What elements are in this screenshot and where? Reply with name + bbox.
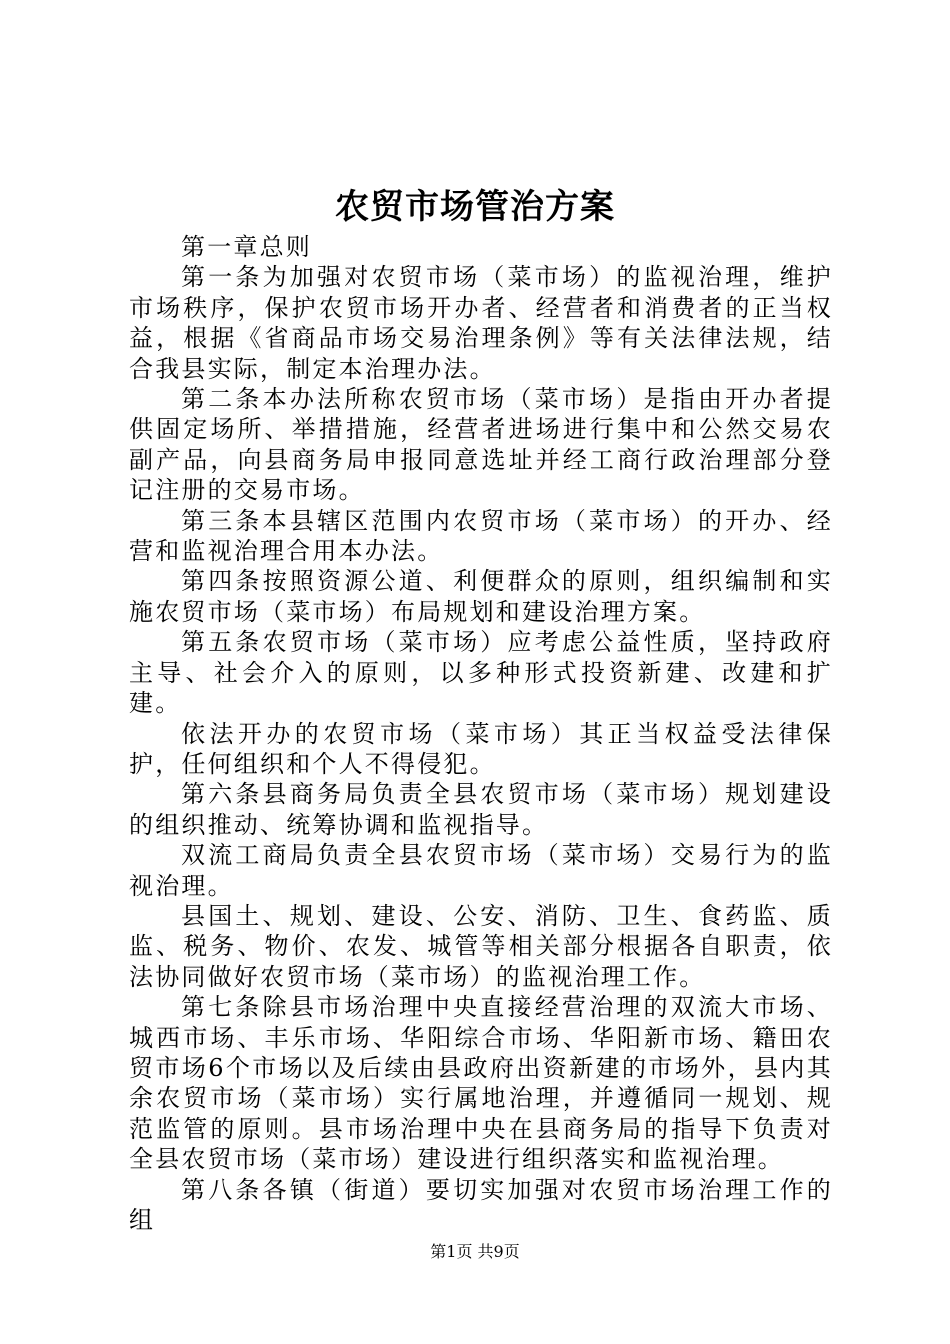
article-5: 第五条农贸市场（菜市场）应考虑公益性质，坚持政府主导、社会介入的原则，以多种形式投资新建、改建和扩建。 (129, 628, 833, 718)
article-6: 第六条县商务局负责全县农贸市场（菜市场）规划建设的组织推动、统筹协调和监视指导。 (129, 780, 833, 839)
page-footer: 第1页 共9页 (430, 1242, 520, 1261)
article-7: 第七条除县市场治理中央直接经营治理的双流大市场、城西市场、丰乐市场、华阳综合市场、华阳新市场、籍田农贸市场6个市场以及后续由县政府出资新建的市场外，县内其余农贸市场（菜市场）实行属地治理，并遵循同一规划、规范监管的原则。县市场治理中央在县商务局的指导下负责对全县农贸市场（菜市场）建设进行组织落实和监视治理。 (129, 993, 833, 1174)
article-5-clause: 依法开办的农贸市场（菜市场）其正当权益受法律保护，任何组织和个人不得侵犯。 (129, 719, 833, 778)
article-6-clause-3: 县国土、规划、建设、公安、消防、卫生、食药监、质监、税务、物价、农发、城管等相关部分根据各自职责，依法协同做好农贸市场（菜市场）的监视治理工作。 (129, 901, 833, 991)
article-2: 第二条本办法所称农贸市场（菜市场）是指由开办者提供固定场所、举措措施，经营者进场进行集中和公然交易农副产品，向县商务局申报同意选址并经工商行政治理部分登记注册的交易市场。 (129, 385, 833, 505)
document-title: 农贸市场管治方案 (335, 187, 615, 227)
chapter-heading: 第一章总则 (181, 233, 312, 261)
article-8: 第八条各镇（街道）要切实加强对农贸市场治理工作的组 (129, 1175, 833, 1234)
document-body (129, 232, 833, 1235)
article-4: 第四条按照资源公道、利便群众的原则，组织编制和实施农贸市场（菜市场）布局规划和建设治理方案。 (129, 567, 833, 626)
article-6-clause-2: 双流工商局负责全县农贸市场（菜市场）交易行为的监视治理。 (129, 841, 833, 900)
article-1: 第一条为加强对农贸市场（菜市场）的监视治理，维护市场秩序，保护农贸市场开办者、经营者和消费者的正当权益，根据《省商品市场交易治理条例》等有关法律法规，结合我县实际，制定本治理办法。 (129, 263, 833, 383)
article-3: 第三条本县辖区范围内农贸市场（菜市场）的开办、经营和监视治理合用本办法。 (129, 506, 833, 566)
